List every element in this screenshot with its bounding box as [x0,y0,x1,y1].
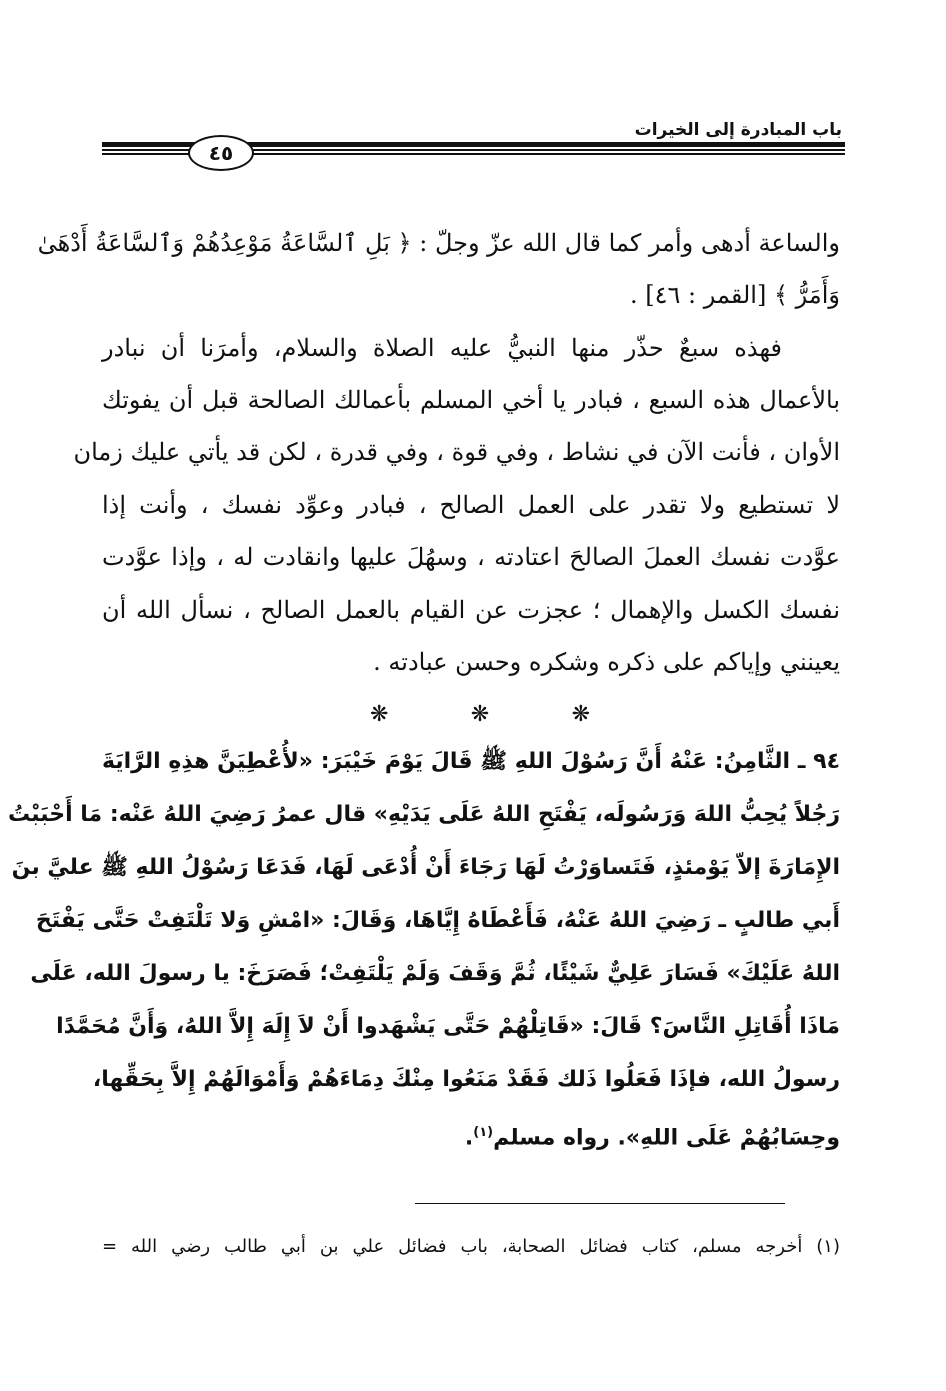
footnote-marker: (١) [473,1125,494,1140]
section-separator [370,700,590,730]
body-line: والساعة أدهى وأمر كما قال الله عزّ وجلّ : ﴿ بَلِ ٱلسَّاعَةُ مَوْعِدُهُمْ وَٱلسَّاعَةُ أَدْهَىٰ [37,229,840,257]
hadith-line: مَاذَا أُقَاتِلِ النَّاسَ؟ قَالَ: «قَاتِلْهُمْ حَتَّى يَشْهَدوا أَنْ لاَ إِلَهَ إِلاَّ اللهُ، وَأَنَّ مُحَمَّدًا [56,1014,840,1039]
body-line: وَأَمَرُّ ﴾ [القمر : ٤٦] . [629,281,840,309]
hadith-text: وحِسَابُهُمْ عَلَى اللهِ». رواه مسلم [493,1125,840,1151]
hadith-line: أَبي طالبٍ ـ رَضِيَ اللهُ عَنْهُ، فَأَعْطَاهُ إِيَّاهَا، وَقَالَ: «امْشِ وَلا تَلْتَفِتْ حَتَّى يَفْتَحَ [35,908,840,933]
footnote-divider [415,1203,785,1204]
body-line: الأوان ، فأنت الآن في نشاط ، وفي قوة ، وفي قدرة ، لكن قد يأتي عليك زمان [73,438,840,466]
hadith-line: الإِمَارَةَ إلاّ يَوْمئذٍ، فَتَساوَرْتُ لَهَا رَجَاءَ أَنْ أُدْعَى لَهَا، فَدَعَا رَسُوْلُ اللهِ ﷺ عليَّ بنَ [11,855,840,880]
chapter-title: باب المبادرة إلى الخيرات [634,120,842,140]
star-ornament-icon: ❋ [470,702,490,727]
hadith-end: . [464,1125,474,1151]
body-line: يعينني وإياكم على ذكره وشكره وحسن عبادته . [373,648,840,676]
body-line: لا تستطيع ولا تقدر على العمل الصالح ، فبادر وعوِّد نفسك ، وأنت إذا [102,491,841,519]
body-line: فهذه سبعٌ حذّر منها النبيُّ عليه الصلاة والسلام، وأمرَنا أن نبادر [102,334,782,362]
body-line: بالأعمال هذه السبع ، فبادر يا أخي المسلم بأعمالك الصالحة قبل أن يفوتك [102,386,840,414]
hadith-line: ٩٤ ـ الثَّامِنُ: عَنْهُ أَنَّ رَسُوْلَ اللهِ ﷺ قَالَ يَوْمَ خَيْبَرَ: «لأُعْطِيَنَّ هذِهِ الرَّايَةَ [102,749,840,774]
hadith-line: اللهُ عَلَيْكَ» فَسَارَ عَلِيٌّ شَيْئًا، ثُمَّ وَقَفَ وَلَمْ يَلْتَفِتْ؛ فَصَرَخَ: يا رسولَ الله، عَلَى [30,961,840,986]
star-ornament-icon: ❋ [370,702,389,727]
hadith-line: رسولُ الله، فإذَا فَعَلُوا ذَلك فَقَدْ مَنَعُوا مِنْكَ دِمَاءَهُمْ وَأَمْوَالَهُمْ إِلاَّ بِحَقِّها، [92,1067,840,1092]
body-line: نفسك الكسل والإهمال ؛ عجزت عن القيام بالعمل الصالح ، نسأل الله أن [102,596,840,624]
hadith-line: رَجُلاً يُحِبُّ اللهَ وَرَسُولَه، يَفْتَحِ اللهُ عَلَى يَدَيْهِ» قال عمرُ رَضِيَ اللهُ عَنْه: مَا أَحْبَبْتُ [7,802,840,827]
footnote: (١) أخرجه مسلم، كتاب فضائل الصحابة، باب فضائل علي بن أبي طالب رضي الله = [102,1236,840,1257]
hadith-line-last [102,1113,840,1153]
page-number: ٤٥ [188,135,254,171]
body-line: عوَّدت نفسك العملَ الصالحَ اعتادته ، وسهُلَ عليها وانقادت له ، وإذا عوَّدت [102,543,840,571]
star-ornament-icon: ❋ [571,702,590,727]
